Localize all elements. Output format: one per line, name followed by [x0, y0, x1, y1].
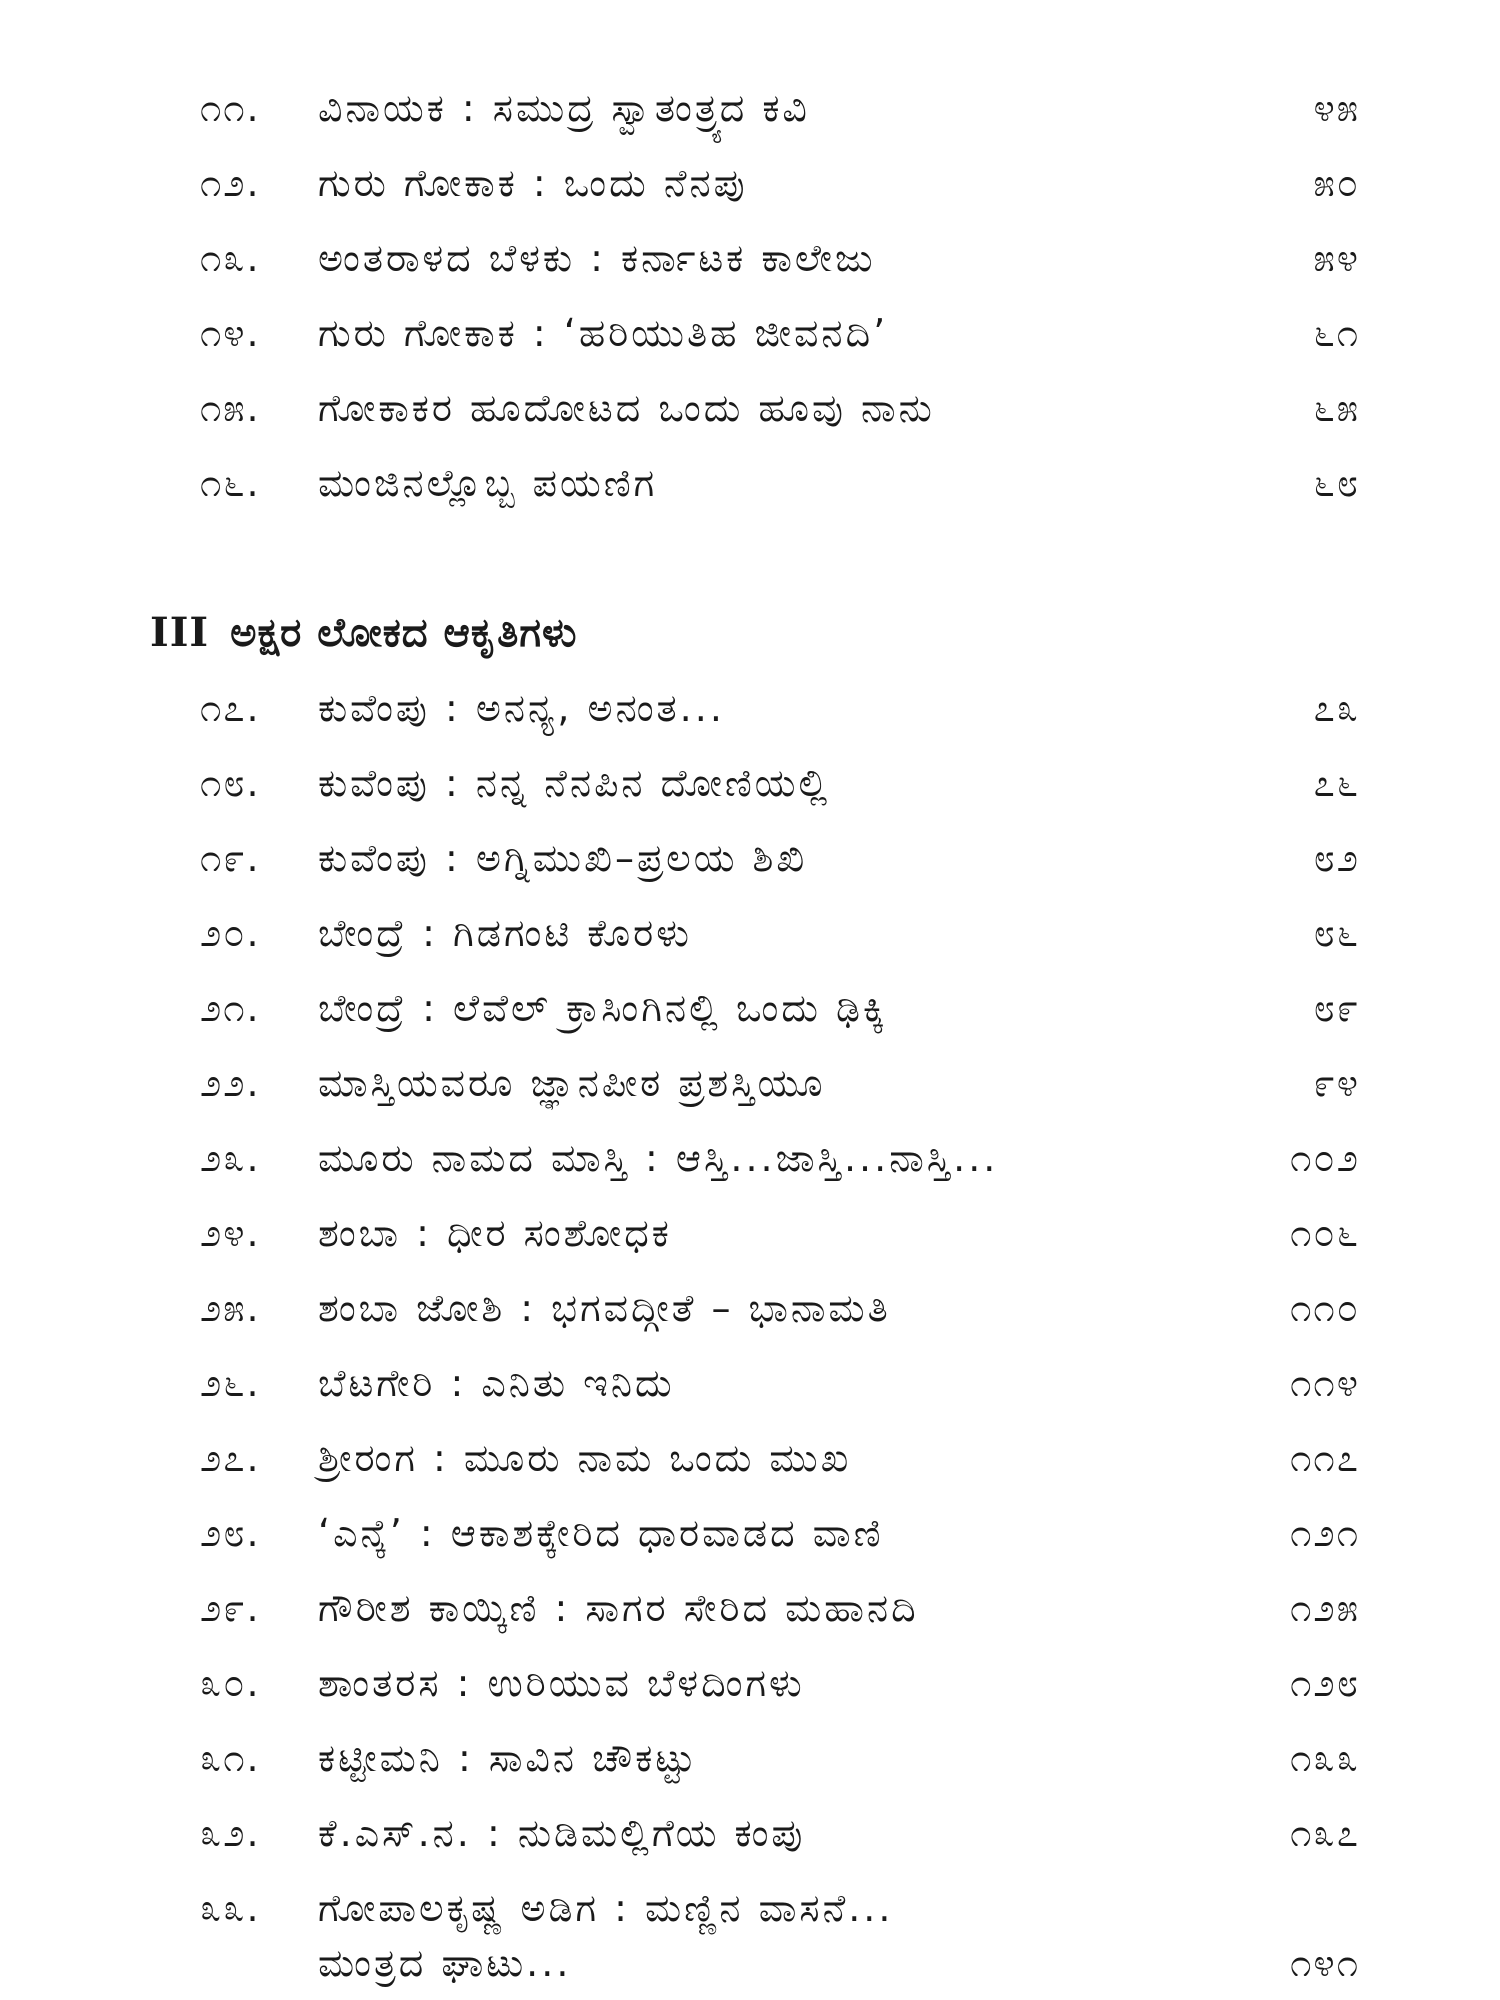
entry-number: ೨೨.	[200, 1061, 261, 1105]
toc-entry	[0, 1428, 1500, 1488]
entry-title: ಕುವೆಂಪು : ಅನನ್ಯ, ಅನಂತ...	[318, 686, 725, 730]
entry-number: ೩೦.	[200, 1661, 261, 1705]
entry-page-number: ೧೪೧	[1290, 1941, 1360, 1985]
entry-title: ಗೌರೀಶ ಕಾಯ್ಕಿಣಿ : ಸಾಗರ ಸೇರಿದ ಮಹಾನದಿ	[318, 1586, 919, 1630]
entry-number: ೧೯.	[200, 836, 261, 880]
toc-entry	[0, 1803, 1500, 1863]
entry-title: ಗುರು ಗೋಕಾಕ : ‘ಹರಿಯುತಿಹ ಜೀವನದಿ’	[318, 311, 889, 355]
toc-entry	[0, 753, 1500, 813]
entry-number: ೩೧.	[200, 1736, 261, 1780]
entry-title: ಕುವೆಂಪು : ನನ್ನ ನೆನಪಿನ ದೋಣಿಯಲ್ಲಿ	[318, 761, 831, 805]
entry-title: ಅಂತರಾಳದ ಬೆಳಕು : ಕರ್ನಾಟಕ ಕಾಲೇಜು	[318, 236, 876, 280]
toc-entry	[0, 1053, 1500, 1113]
toc-entry	[0, 1278, 1500, 1338]
entry-page-number: ೫೪	[1313, 236, 1360, 280]
entry-page-number: ೧೧೪	[1290, 1361, 1360, 1405]
toc-entry	[0, 1653, 1500, 1713]
entry-title: ಕಟ್ಟೀಮನಿ : ಸಾವಿನ ಚೌಕಟ್ಟು	[318, 1736, 698, 1780]
entry-page-number: ೧೧೭	[1290, 1436, 1360, 1480]
entry-number: ೧೩.	[200, 236, 261, 280]
entry-title: ಗುರು ಗೋಕಾಕ : ಒಂದು ನೆನಪು	[318, 161, 748, 205]
toc-entry	[0, 978, 1500, 1038]
entry-title: ಕೆ.ಎಸ್.ನ. : ನುಡಿಮಲ್ಲಿಗೆಯ ಕಂಪು	[318, 1811, 806, 1855]
entry-title: ಶಂಬಾ : ಧೀರ ಸಂಶೋಧಕ	[318, 1211, 672, 1255]
entry-page-number: ೬೮	[1313, 461, 1360, 505]
toc-entry	[0, 303, 1500, 363]
entry-page-number: ೬೫	[1313, 386, 1360, 430]
toc-entry	[0, 378, 1500, 438]
toc-entry-continuation	[0, 1933, 1500, 1993]
entry-page-number: ೧೨೧	[1290, 1511, 1360, 1555]
entry-page-number: ೧೩೩	[1290, 1736, 1360, 1780]
toc-entry	[0, 1128, 1500, 1188]
entry-number: ೧೬.	[200, 461, 261, 505]
toc-entry	[0, 228, 1500, 288]
entry-number: ೨೩.	[200, 1136, 261, 1180]
entry-number: ೨೪.	[200, 1211, 261, 1255]
entry-number: ೨೬.	[200, 1361, 261, 1405]
entry-title: ಮಂಜಿನಲ್ಲೊಬ್ಬ ಪಯಣಿಗ	[318, 461, 658, 505]
toc-entry	[0, 903, 1500, 963]
entry-page-number: ೧೩೭	[1290, 1811, 1360, 1855]
entry-title: ಬೇಂದ್ರೆ : ಗಿಡಗಂಟಿ ಕೊರಳು	[318, 911, 692, 955]
entry-number: ೨೧.	[200, 986, 261, 1030]
entry-page-number: ೮೨	[1313, 836, 1360, 880]
entry-number: ೧೭.	[200, 686, 261, 730]
entry-number: ೩೨.	[200, 1811, 261, 1855]
entry-title: ಮೂರು ನಾಮದ ಮಾಸ್ತಿ : ಆಸ್ತಿ...ಜಾಸ್ತಿ...ನಾಸ್ತಿ...	[318, 1136, 999, 1180]
entry-title: ವಿನಾಯಕ : ಸಮುದ್ರ ಸ್ವಾತಂತ್ರ್ಯದ ಕವಿ	[318, 86, 810, 130]
entry-title: ಬೇಂದ್ರೆ : ಲೆವೆಲ್ ಕ್ರಾಸಿಂಗಿನಲ್ಲಿ ಒಂದು ಢಿಕ್ಕಿ	[318, 986, 888, 1030]
toc-entry	[0, 1728, 1500, 1788]
toc-entry	[0, 1353, 1500, 1413]
entry-number: ೧೨.	[200, 161, 261, 205]
entry-page-number: ೧೧೦	[1290, 1286, 1360, 1330]
toc-entry	[0, 1578, 1500, 1638]
entry-page-number: ೭೬	[1313, 761, 1360, 805]
entry-page-number: ೧೦೬	[1290, 1211, 1360, 1255]
entry-page-number: ೭೩	[1313, 686, 1360, 730]
entry-title: ಶಂಬಾ ಜೋಶಿ : ಭಗವದ್ಗೀತೆ – ಭಾನಾಮತಿ	[318, 1286, 891, 1330]
entry-number: ೧೧.	[200, 86, 261, 130]
entry-number: ೧೫.	[200, 386, 261, 430]
entry-title: ಶಾಂತರಸ : ಉರಿಯುವ ಬೆಳದಿಂಗಳು	[318, 1661, 805, 1705]
entry-number: ೨೮.	[200, 1511, 261, 1555]
entry-title: ಬೆಟಗೇರಿ : ಎನಿತು ಇನಿದು	[318, 1361, 675, 1405]
entry-page-number: ೯೪	[1313, 1061, 1360, 1105]
entry-page-number: ೧೨೮	[1290, 1661, 1360, 1705]
entry-number: ೩೩.	[200, 1886, 261, 1930]
entry-page-number: ೧೨೫	[1290, 1586, 1360, 1630]
entry-page-number: ೫೦	[1313, 161, 1360, 205]
toc-entry	[0, 828, 1500, 888]
toc-entry	[0, 1203, 1500, 1263]
entry-title: ಮಾಸ್ತಿಯವರೂ ಜ್ಞಾನಪೀಠ ಪ್ರಶಸ್ತಿಯೂ	[318, 1061, 826, 1105]
entry-title: ಕುವೆಂಪು : ಅಗ್ನಿಮುಖಿ–ಪ್ರಲಯ ಶಿಖಿ	[318, 836, 808, 880]
entry-page-number: ೮೯	[1313, 986, 1360, 1030]
toc-entry	[0, 453, 1500, 513]
entry-title: ‘ಎನ್ಕೆ’ : ಆಕಾಶಕ್ಕೇರಿದ ಧಾರವಾಡದ ವಾಣಿ	[318, 1511, 884, 1555]
entry-title: ಗೋಪಾಲಕೃಷ್ಣ ಅಡಿಗ : ಮಣ್ಣಿನ ವಾಸನೆ...	[318, 1886, 894, 1930]
section-roman-numeral: III	[150, 609, 210, 656]
toc-entry	[0, 153, 1500, 213]
entry-number: ೨೭.	[200, 1436, 261, 1480]
entry-title-continuation: ಮಂತ್ರದ ಘಾಟು...	[318, 1941, 572, 1985]
section-heading	[150, 598, 577, 668]
toc-entry	[0, 1503, 1500, 1563]
entry-number: ೨೫.	[200, 1286, 261, 1330]
entry-number: ೨೦.	[200, 911, 261, 955]
entry-number: ೨೯.	[200, 1586, 261, 1630]
entry-number: ೧೪.	[200, 311, 261, 355]
entry-title: ಶ್ರೀರಂಗ : ಮೂರು ನಾಮ ಒಂದು ಮುಖ	[318, 1436, 852, 1480]
toc-entry	[0, 1878, 1500, 1938]
entry-page-number: ೮೬	[1313, 911, 1360, 955]
entry-page-number: ೪೫	[1313, 86, 1360, 130]
toc-entry	[0, 678, 1500, 738]
entry-number: ೧೮.	[200, 761, 261, 805]
section-title: ಅಕ್ಷರ ಲೋಕದ ಆಕೃತಿಗಳು	[230, 610, 578, 656]
entry-page-number: ೧೦೨	[1290, 1136, 1360, 1180]
toc-entry	[0, 78, 1500, 138]
entry-title: ಗೋಕಾಕರ ಹೂದೋಟದ ಒಂದು ಹೂವು ನಾನು	[318, 386, 935, 430]
entry-page-number: ೬೧	[1313, 311, 1360, 355]
